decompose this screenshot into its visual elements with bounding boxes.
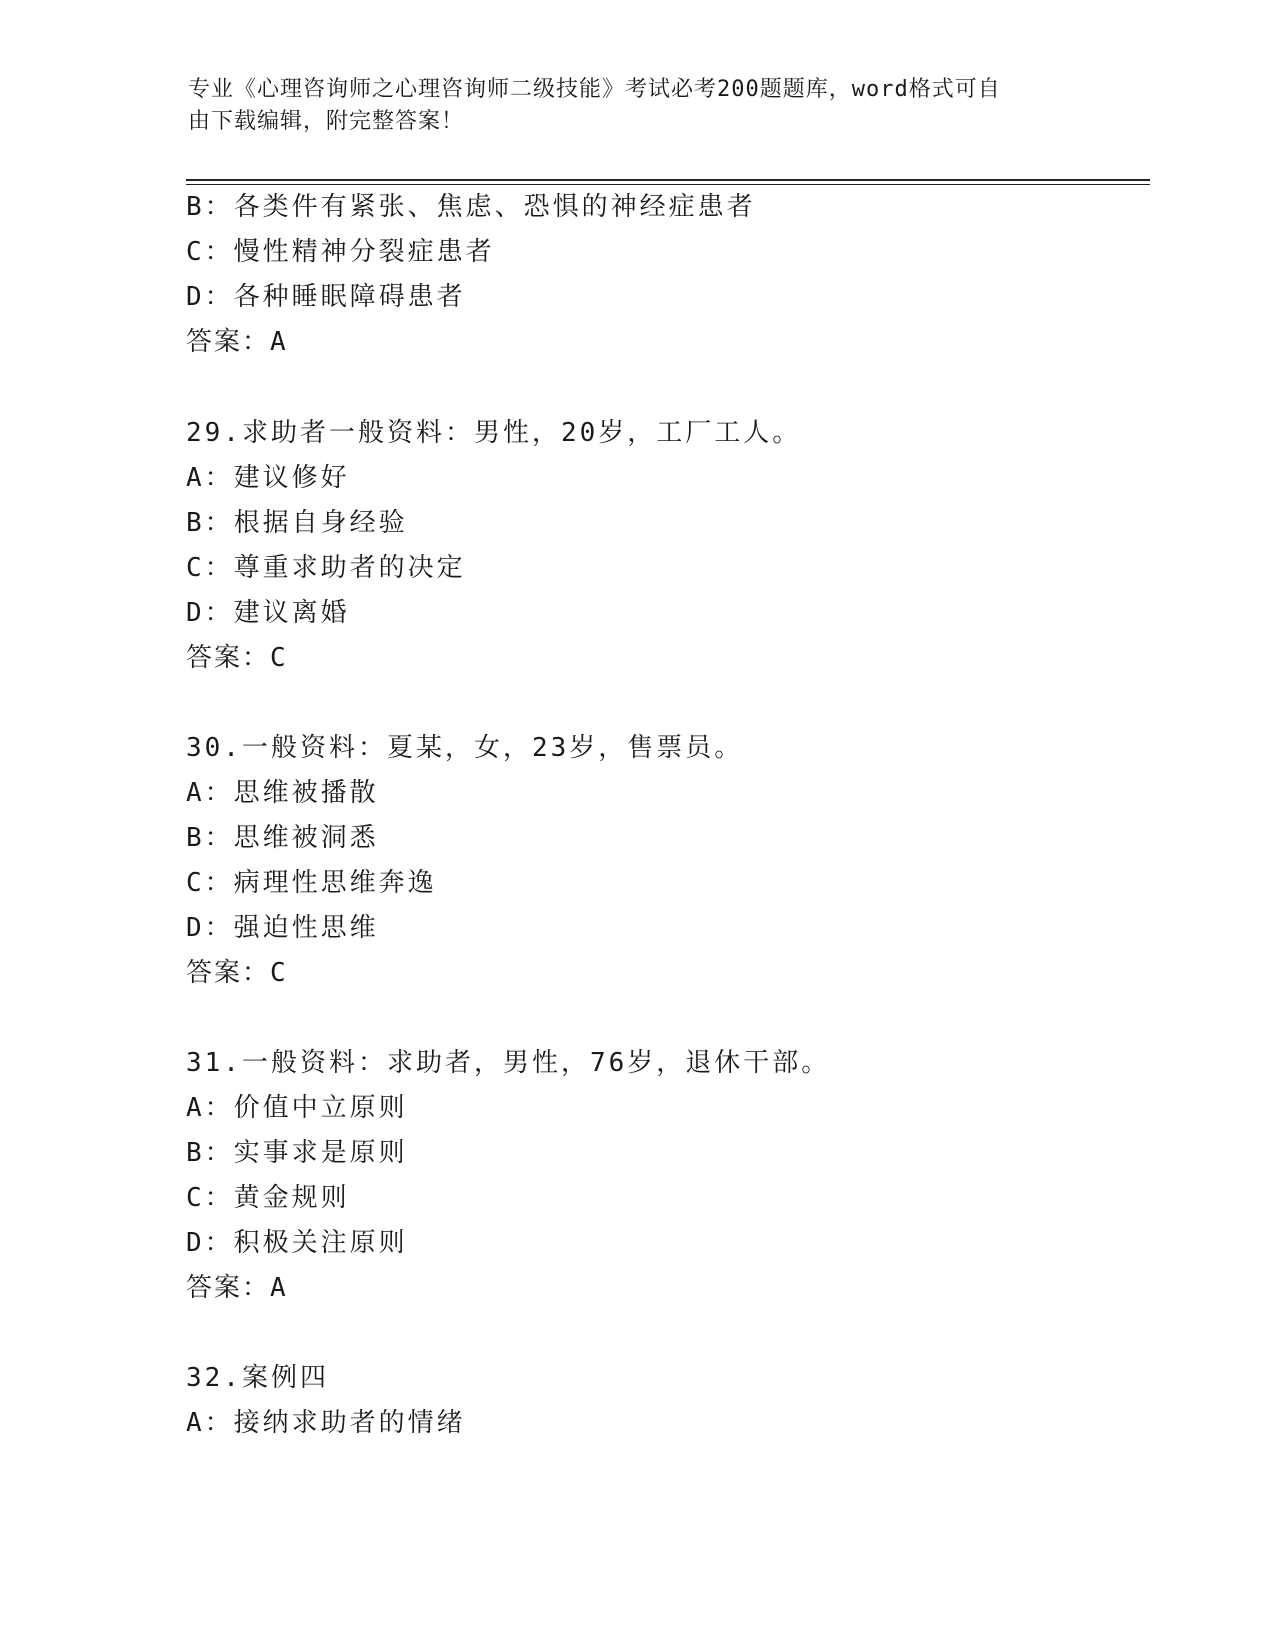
q29-option-c: C：尊重求助者的决定 [186, 553, 466, 583]
q31-stem: 31.一般资料：求助者，男性，76岁，退休干部。 [186, 1048, 831, 1078]
q32-stem: 32.案例四 [186, 1363, 329, 1393]
q31-option-a: A：价值中立原则 [186, 1093, 408, 1123]
q30-option-a: A：思维被播散 [186, 778, 379, 808]
q29-option-b: B：根据自身经验 [186, 508, 408, 538]
q30-answer: 答案：C [186, 958, 288, 988]
q28-option-d: D：各种睡眠障碍患者 [186, 282, 466, 312]
q31-option-d: D：积极关注原则 [186, 1228, 408, 1258]
header-line-2: 由下载编辑，附完整答案！ [188, 109, 465, 134]
header-line-1: 专业《心理咨询师之心理咨询师二级技能》考试必考200题题库，word格式可自 [188, 77, 1001, 102]
document-header [188, 74, 1068, 138]
q30-option-b: B：思维被洞悉 [186, 823, 379, 853]
header-divider-thin [186, 184, 1150, 185]
q29-option-d: D：建议离婚 [186, 598, 350, 628]
q30-stem: 30.一般资料：夏某，女，23岁，售票员。 [186, 733, 744, 763]
q29-option-a: A：建议修好 [186, 463, 350, 493]
header-divider-thick [186, 179, 1150, 181]
q32-option-a: A：接纳求助者的情绪 [186, 1408, 466, 1438]
q29-stem: 29.求助者一般资料：男性，20岁，工厂工人。 [186, 418, 802, 448]
q31-option-c: C：黄金规则 [186, 1183, 350, 1213]
q28-answer: 答案：A [186, 327, 288, 357]
q28-option-c: C：慢性精神分裂症患者 [186, 237, 495, 267]
q30-option-c: C：病理性思维奔逸 [186, 868, 437, 898]
q31-option-b: B：实事求是原则 [186, 1138, 408, 1168]
q31-answer: 答案：A [186, 1273, 288, 1303]
q29-answer: 答案：C [186, 643, 288, 673]
q28-option-b: B：各类件有紧张、焦虑、恐惧的神经症患者 [186, 192, 756, 222]
q30-option-d: D：强迫性思维 [186, 913, 379, 943]
